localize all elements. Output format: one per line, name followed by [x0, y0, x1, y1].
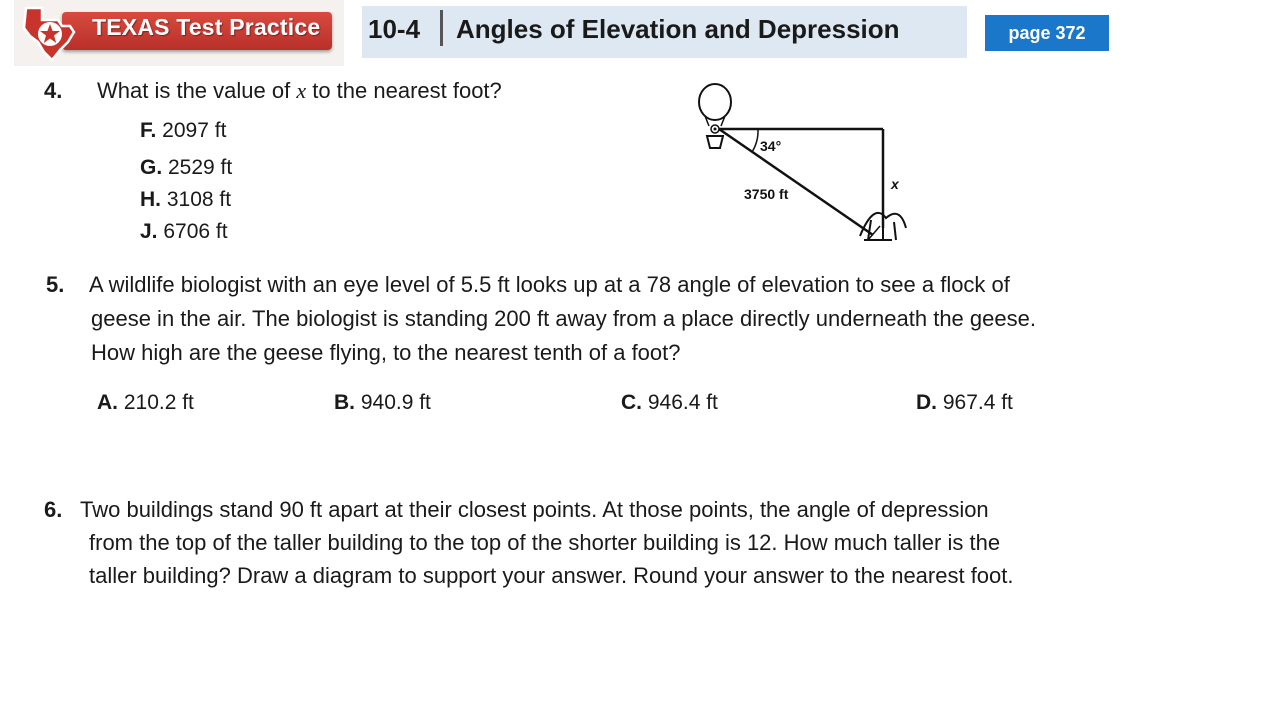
q4-variable: x [296, 78, 307, 103]
q5-line-1: A wildlife biologist with an eye level of 5.5 ft looks up at a 78 angle of elevation to see a flock of [89, 272, 1010, 297]
q4-choice-h[interactable]: H. 3108 ft [140, 188, 232, 211]
q6-number: 6. [44, 497, 63, 522]
angle-label: 34° [760, 138, 782, 154]
q4-choice-j[interactable]: J. 6706 ft [140, 220, 228, 243]
q5-choice-d[interactable]: D. 967.4 ft [916, 391, 1013, 414]
side-x-label: x [891, 176, 899, 192]
q6-line-3: taller building? Draw a diagram to support your answer. Round your answer to the nearest foot. [89, 563, 1014, 588]
q5-line-2: geese in the air. The biologist is standing 200 ft away from a place directly underneath the geese. [91, 306, 1036, 331]
q4-choice-g[interactable]: G. 2529 ft [140, 156, 233, 179]
hypotenuse-label: 3750 ft [744, 186, 789, 202]
balloon-icon [699, 84, 731, 120]
lesson-number: 10-4 [368, 14, 421, 44]
q5-number: 5. [46, 272, 65, 297]
badge-label: TEXAS Test Practice [92, 14, 321, 40]
q5-line-3: How high are the geese flying, to the nearest tenth of a foot? [91, 340, 681, 365]
q6-line-1: Two buildings stand 90 ft apart at their closest points. At those points, the angle of depression [80, 497, 989, 522]
q5-choice-b[interactable]: B. 940.9 ft [334, 391, 431, 414]
q4-balloon-diagram [688, 80, 914, 255]
lesson-divider [440, 10, 443, 46]
q4-prompt: What is the value of x to the nearest foot? [97, 78, 502, 103]
lesson-title: Angles of Elevation and Depression [456, 14, 900, 44]
q5-choice-a[interactable]: A. 210.2 ft [97, 391, 194, 414]
texas-star-icon [18, 2, 78, 62]
page-reference: page 372 [985, 15, 1109, 51]
q4-choice-f[interactable]: F. 2097 ft [140, 119, 227, 142]
q6-line-2: from the top of the taller building to the top of the shorter building is 12. How much taller is the [89, 530, 1001, 555]
q4-number: 4. [44, 78, 63, 103]
basket-icon [707, 136, 723, 148]
q5-choice-c[interactable]: C. 946.4 ft [621, 391, 718, 414]
